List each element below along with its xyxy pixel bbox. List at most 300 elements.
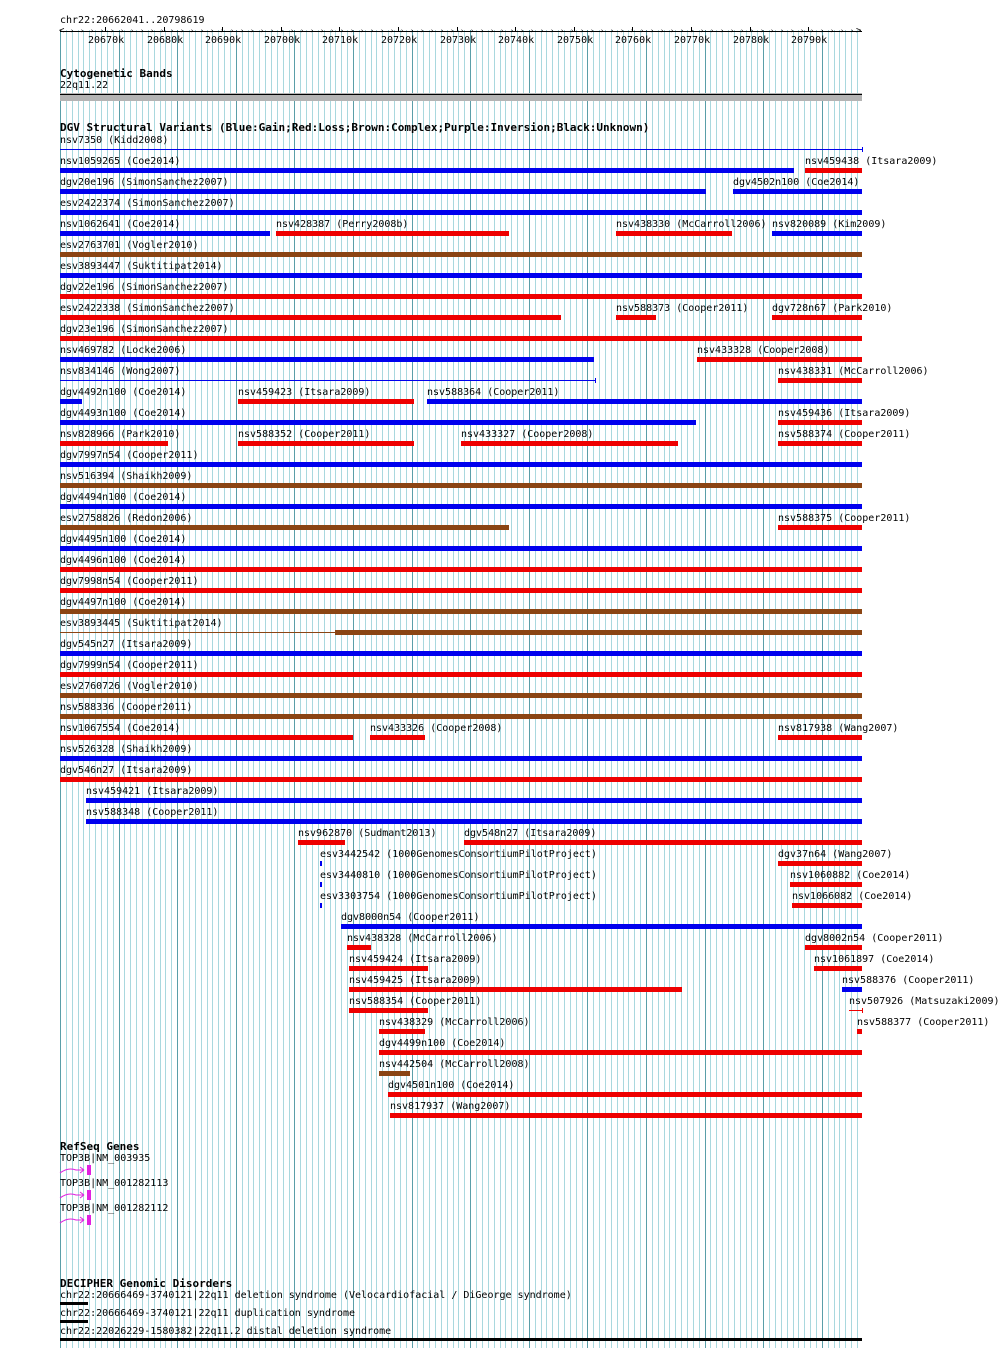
dgv-feature-label[interactable]: dgv4496n100 (Coe2014) <box>60 555 187 566</box>
dgv-feature-bar[interactable] <box>379 1071 410 1076</box>
strand-arrow-icon: › <box>730 27 735 35</box>
strand-arrow-icon: › <box>660 27 665 35</box>
strand-arrow-icon: › <box>750 27 755 35</box>
strand-arrow-icon: › <box>780 27 785 35</box>
dgv-feature-label[interactable]: nsv588375 (Cooper2011) <box>778 513 911 524</box>
dgv-feature-label[interactable]: nsv1061897 (Coe2014) <box>814 954 935 965</box>
dgv-feature-label[interactable]: dgv8002n54 (Cooper2011) <box>805 933 944 944</box>
grid-line <box>494 30 495 1348</box>
grid-line <box>482 30 483 1348</box>
strand-arrow-icon: › <box>430 27 435 35</box>
cytobands-title: Cytogenetic Bands <box>60 67 173 80</box>
dgv-feature-label[interactable]: nsv588364 (Cooper2011) <box>427 387 560 398</box>
dgv-feature-bar[interactable] <box>792 903 862 908</box>
strand-arrow-icon: › <box>650 27 655 35</box>
dgv-feature-label[interactable]: nsv438328 (McCarroll2006) <box>347 933 498 944</box>
dgv-feature-bar[interactable] <box>60 693 862 698</box>
dgv-feature-label[interactable]: nsv469782 (Locke2006) <box>60 345 187 356</box>
strand-arrow-icon: › <box>110 27 115 35</box>
strand-arrow-icon: › <box>790 27 795 35</box>
ruler-tick <box>398 27 399 32</box>
strand-arrow-icon: › <box>220 27 225 35</box>
grid-line <box>423 30 424 1348</box>
dgv-feature-bar[interactable] <box>60 546 862 551</box>
dgv-feature-bar[interactable] <box>86 819 862 824</box>
dgv-feature-bar[interactable] <box>60 483 862 488</box>
dgv-feature-bar[interactable] <box>60 672 862 677</box>
dgv-feature-bar[interactable] <box>778 525 862 530</box>
strand-arrow-icon: › <box>850 27 855 35</box>
grid-line <box>564 30 565 1348</box>
ruler-tick-label: 20750k <box>557 35 594 46</box>
dgv-feature-label[interactable]: nsv828966 (Park2010) <box>60 429 181 440</box>
strand-arrow-icon: › <box>440 27 445 35</box>
grid-line <box>212 30 213 1348</box>
dgv-feature-label[interactable]: nsv588373 (Cooper2011) <box>616 303 749 314</box>
strand-arrow-icon: › <box>760 27 765 35</box>
strand-arrow-icon: › <box>590 27 595 35</box>
dgv-feature-bar[interactable] <box>616 315 656 320</box>
dgv-feature-label[interactable]: nsv459423 (Itsara2009) <box>238 387 371 398</box>
grid-line <box>582 30 583 1348</box>
ruler-tick-label: 20690k <box>205 35 242 46</box>
dgv-feature-label[interactable]: dgv23e196 (SimonSanchez2007) <box>60 324 229 335</box>
dgv-feature-bar[interactable] <box>60 441 168 446</box>
dgv-feature-label[interactable]: esv2422374 (SimonSanchez2007) <box>60 198 235 209</box>
dgv-feature-label[interactable]: dgv545n27 (Itsara2009) <box>60 639 193 650</box>
dgv-feature-lead <box>60 632 335 633</box>
dgv-feature-label[interactable]: nsv438330 (McCarroll2006) <box>616 219 767 230</box>
strand-arrow-icon: › <box>360 27 365 35</box>
dgv-feature-label[interactable]: nsv817938 (Wang2007) <box>778 723 899 734</box>
ruler-tick-label: 20760k <box>615 35 652 46</box>
strand-arrow-icon: › <box>630 27 635 35</box>
dgv-feature-bar[interactable] <box>733 189 862 194</box>
strand-arrow-icon: › <box>490 27 495 35</box>
strand-arrow-icon: › <box>340 27 345 35</box>
grid-line <box>500 30 501 1348</box>
dgv-feature-label[interactable]: nsv588376 (Cooper2011) <box>842 975 975 986</box>
strand-arrow-icon: › <box>90 27 95 35</box>
grid-line <box>599 30 600 1348</box>
dgv-feature-label[interactable]: nsv459421 (Itsara2009) <box>86 786 219 797</box>
dgv-feature-bar[interactable] <box>60 735 353 740</box>
dgv-feature-label[interactable]: nsv428387 (Perry2008b) <box>276 219 409 230</box>
dgv-feature-label[interactable]: nsv588336 (Cooper2011) <box>60 702 193 713</box>
strand-arrow-icon: › <box>680 27 685 35</box>
dgv-feature-endcap <box>862 147 863 152</box>
dgv-feature-bar[interactable] <box>60 777 862 782</box>
dgv-feature-label[interactable]: nsv433327 (Cooper2008) <box>461 429 594 440</box>
dgv-feature-bar[interactable] <box>60 315 561 320</box>
strand-arrow-icon: › <box>560 27 565 35</box>
dgv-feature-bar[interactable] <box>778 420 862 425</box>
dgv-feature-bar[interactable] <box>379 1050 862 1055</box>
grid-line <box>412 30 413 1348</box>
grid-line <box>441 30 442 1348</box>
dgv-feature-bar[interactable] <box>805 168 862 173</box>
grid-line <box>552 30 553 1348</box>
grid-line <box>535 30 536 1348</box>
strand-arrow-icon: › <box>180 27 185 35</box>
grid-line <box>417 30 418 1348</box>
refseq-gene-label[interactable]: TOP3B|NM_003935 <box>60 1153 151 1164</box>
gene-model-icon[interactable] <box>58 1164 98 1176</box>
dgv-feature-label[interactable]: dgv4495n100 (Coe2014) <box>60 534 187 545</box>
dgv-feature-label[interactable]: dgv7998n54 (Cooper2011) <box>60 576 199 587</box>
ruler-tick-label: 20700k <box>264 35 301 46</box>
strand-arrow-icon: › <box>370 27 375 35</box>
dgv-feature-bar[interactable] <box>335 630 862 635</box>
decipher-item-label[interactable]: chr22:20666469-3740121|22q11 deletion syndrome (Velocardiofacial / DiGeorge syndrome) <box>60 1290 572 1301</box>
dgv-feature-bar[interactable] <box>60 525 509 530</box>
ruler-tick-label: 20720k <box>381 35 418 46</box>
grid-line <box>605 30 606 1348</box>
strand-arrow-icon: › <box>720 27 725 35</box>
dgv-feature-label[interactable]: nsv1067554 (Coe2014) <box>60 723 181 734</box>
dgv-feature-bar[interactable] <box>616 231 732 236</box>
ruler-tick-label: 20780k <box>733 35 770 46</box>
dgv-feature-label[interactable]: esv3303754 (1000GenomesConsortiumPilotProject) <box>320 891 597 902</box>
dgv-feature-label[interactable]: nsv588374 (Cooper2011) <box>778 429 911 440</box>
dgv-feature-bar[interactable] <box>60 168 794 173</box>
grid-line <box>218 30 219 1348</box>
dgv-feature-label[interactable]: nsv516394 (Shaikh2009) <box>60 471 193 482</box>
dgv-feature-bar[interactable] <box>298 840 345 845</box>
dgv-feature-label[interactable]: nsv588354 (Cooper2011) <box>349 996 482 1007</box>
dgv-feature-label[interactable]: dgv22e196 (SimonSanchez2007) <box>60 282 229 293</box>
dgv-feature-bar[interactable] <box>60 231 270 236</box>
dgv-feature-label[interactable]: nsv438329 (McCarroll2006) <box>379 1017 530 1028</box>
dgv-feature-bar[interactable] <box>60 399 82 404</box>
dgv-feature-bar[interactable] <box>349 987 682 992</box>
strand-arrow-icon: › <box>200 27 205 35</box>
dgv-feature-bar[interactable] <box>60 357 594 362</box>
dgv-feature-label[interactable]: dgv4499n100 (Coe2014) <box>379 1038 506 1049</box>
grid-line <box>230 30 231 1348</box>
dgv-feature-bar[interactable] <box>842 987 862 992</box>
strand-arrow-icon: › <box>770 27 775 35</box>
dgv-feature-bar[interactable] <box>790 882 862 887</box>
dgv-feature-bar[interactable] <box>60 210 862 215</box>
grid-line <box>470 30 471 1348</box>
dgv-feature-bar[interactable] <box>60 149 862 150</box>
dgv-feature-label[interactable]: esv3442542 (1000GenomesConsortiumPilotProject) <box>320 849 597 860</box>
dgv-feature-bar[interactable] <box>379 1029 425 1034</box>
dgv-feature-bar[interactable] <box>461 441 678 446</box>
dgv-feature-endcap <box>862 1008 863 1013</box>
dgv-feature-bar[interactable] <box>60 651 862 656</box>
dgv-feature-bar[interactable] <box>778 441 862 446</box>
ruler-right-arrow-icon: > <box>856 26 862 36</box>
strand-arrow-icon: › <box>800 27 805 35</box>
dgv-feature-label[interactable]: dgv7997n54 (Cooper2011) <box>60 450 199 461</box>
gene-model-icon[interactable] <box>58 1189 98 1201</box>
dgv-feature-label[interactable]: dgv548n27 (Itsara2009) <box>464 828 597 839</box>
dgv-feature-bar[interactable] <box>276 231 509 236</box>
ruler-tick <box>808 27 809 32</box>
dgv-feature-label[interactable]: dgv37n64 (Wang2007) <box>778 849 893 860</box>
grid-line <box>488 30 489 1348</box>
grid-line <box>546 30 547 1348</box>
strand-arrow-icon: › <box>610 27 615 35</box>
grid-line <box>505 30 506 1348</box>
dgv-feature-bar[interactable] <box>805 945 862 950</box>
dgv-feature-bar[interactable] <box>349 966 428 971</box>
decipher-feature-bar[interactable] <box>60 1302 88 1305</box>
dgv-feature-label[interactable]: nsv438331 (McCarroll2006) <box>778 366 929 377</box>
dgv-feature-label[interactable]: nsv1062641 (Coe2014) <box>60 219 181 230</box>
strand-arrow-icon: › <box>670 27 675 35</box>
dgv-feature-bar[interactable] <box>60 609 862 614</box>
strand-arrow-icon: › <box>460 27 465 35</box>
grid-line <box>259 30 260 1348</box>
refseq-track-title: RefSeq Genes <box>60 1140 140 1153</box>
strand-arrow-icon: › <box>830 27 835 35</box>
grid-line <box>523 30 524 1348</box>
dgv-feature-label[interactable]: nsv433326 (Cooper2008) <box>370 723 503 734</box>
dgv-feature-bar[interactable] <box>60 336 862 341</box>
dgv-feature-bar[interactable] <box>320 882 322 887</box>
dgv-feature-bar[interactable] <box>238 441 414 446</box>
strand-arrow-icon: › <box>100 27 105 35</box>
grid-line <box>611 30 612 1348</box>
ruler-tick-label: 20680k <box>147 35 184 46</box>
strand-arrow-icon: › <box>150 27 155 35</box>
grid-line <box>429 30 430 1348</box>
strand-arrow-icon: › <box>230 27 235 35</box>
grid-line <box>576 30 577 1348</box>
dgv-feature-label[interactable]: esv3893447 (Suktitipat2014) <box>60 261 223 272</box>
dgv-feature-label[interactable]: nsv7350 (Kidd2008) <box>60 135 169 146</box>
strand-arrow-icon: › <box>330 27 335 35</box>
strand-arrow-icon: › <box>450 27 455 35</box>
dgv-feature-label[interactable]: nsv433328 (Cooper2008) <box>697 345 830 356</box>
grid-line <box>476 30 477 1348</box>
strand-arrow-icon: › <box>170 27 175 35</box>
dgv-feature-label[interactable]: nsv588377 (Cooper2011) <box>857 1017 990 1028</box>
dgv-feature-bar[interactable] <box>849 1010 862 1011</box>
grid-line <box>453 30 454 1348</box>
grid-line <box>517 30 518 1348</box>
grid-line <box>248 30 249 1348</box>
refseq-gene-label[interactable]: TOP3B|NM_001282113 <box>60 1178 169 1189</box>
strand-arrow-icon: › <box>80 27 85 35</box>
grid-line <box>265 30 266 1348</box>
dgv-feature-label[interactable]: nsv507926 (Matsuzaki2009) <box>849 996 1000 1007</box>
dgv-track-title: DGV Structural Variants (Blue:Gain;Red:Loss;Brown:Complex;Purple:Inversion;Black:Unknown) <box>60 121 650 134</box>
strand-arrow-icon: › <box>320 27 325 35</box>
strand-arrow-icon: › <box>540 27 545 35</box>
dgv-feature-bar[interactable] <box>60 273 862 278</box>
ruler-tick <box>515 27 516 32</box>
dgv-feature-label[interactable]: dgv4492n100 (Coe2014) <box>60 387 187 398</box>
grid-line <box>253 30 254 1348</box>
gene-model-icon[interactable] <box>58 1214 98 1226</box>
dgv-feature-bar[interactable] <box>390 1113 862 1118</box>
dgv-feature-bar[interactable] <box>60 588 862 593</box>
strand-arrow-icon: › <box>740 27 745 35</box>
dgv-feature-bar[interactable] <box>427 399 862 404</box>
decipher-track-title: DECIPHER Genomic Disorders <box>60 1277 233 1290</box>
dgv-feature-label[interactable]: esv2763701 (Vogler2010) <box>60 240 199 251</box>
dgv-feature-label[interactable]: nsv1059265 (Coe2014) <box>60 156 181 167</box>
dgv-feature-bar[interactable] <box>464 840 862 845</box>
strand-arrow-icon: › <box>210 27 215 35</box>
dgv-feature-label[interactable]: nsv459425 (Itsara2009) <box>349 975 482 986</box>
strand-arrow-icon: › <box>600 27 605 35</box>
strand-arrow-icon: › <box>290 27 295 35</box>
dgv-feature-bar[interactable] <box>772 231 862 236</box>
dgv-feature-label[interactable]: nsv962870 (Sudmant2013) <box>298 828 437 839</box>
dgv-feature-label[interactable]: nsv1060882 (Coe2014) <box>790 870 911 881</box>
grid-line <box>541 30 542 1348</box>
grid-line <box>464 30 465 1348</box>
ruler-tick <box>457 27 458 32</box>
dgv-feature-label[interactable]: dgv4501n100 (Coe2014) <box>388 1080 515 1091</box>
decipher-feature-bar[interactable] <box>60 1338 862 1341</box>
dgv-feature-bar[interactable] <box>60 380 595 381</box>
strand-arrow-icon: › <box>270 27 275 35</box>
dgv-feature-bar[interactable] <box>60 252 862 257</box>
grid-line <box>570 30 571 1348</box>
decipher-item-label[interactable]: chr22:20666469-3740121|22q11 duplication syndrome <box>60 1308 356 1319</box>
strand-arrow-icon: › <box>500 27 505 35</box>
dgv-feature-label[interactable]: dgv8000n54 (Cooper2011) <box>341 912 480 923</box>
dgv-feature-bar[interactable] <box>347 945 371 950</box>
dgv-feature-label[interactable]: dgv4497n100 (Coe2014) <box>60 597 187 608</box>
dgv-feature-label[interactable]: nsv1066082 (Coe2014) <box>792 891 913 902</box>
strand-arrow-icon: › <box>300 27 305 35</box>
dgv-feature-bar[interactable] <box>60 567 862 572</box>
dgv-feature-bar[interactable] <box>697 357 862 362</box>
grid-line <box>435 30 436 1348</box>
dgv-feature-bar[interactable] <box>778 378 862 383</box>
dgv-feature-bar[interactable] <box>772 315 862 320</box>
dgv-feature-bar[interactable] <box>388 1092 862 1097</box>
dgv-feature-bar[interactable] <box>60 420 696 425</box>
dgv-feature-bar[interactable] <box>349 1008 428 1013</box>
dgv-feature-label[interactable]: nsv588352 (Cooper2011) <box>238 429 371 440</box>
cytoband-label: 22q11.22 <box>60 80 109 91</box>
strand-arrow-icon: › <box>240 27 245 35</box>
strand-arrow-icon: › <box>640 27 645 35</box>
dgv-feature-label[interactable]: nsv820089 (Kim2009) <box>772 219 887 230</box>
dgv-feature-bar[interactable] <box>857 1029 862 1034</box>
dgv-feature-label[interactable]: dgv4494n100 (Coe2014) <box>60 492 187 503</box>
dgv-feature-label[interactable]: nsv526328 (Shaikh2009) <box>60 744 193 755</box>
dgv-feature-bar[interactable] <box>814 966 862 971</box>
dgv-feature-label[interactable]: esv3440810 (1000GenomesConsortiumPilotProject) <box>320 870 597 881</box>
ruler-title: chr22:20662041..20798619 <box>60 15 205 26</box>
ruler-tick-label: 20770k <box>674 35 711 46</box>
dgv-feature-endcap <box>595 378 596 383</box>
dgv-feature-label[interactable]: dgv20e196 (SimonSanchez2007) <box>60 177 229 188</box>
grid-line <box>511 30 512 1348</box>
dgv-feature-label[interactable]: dgv728n67 (Park2010) <box>772 303 893 314</box>
dgv-feature-label[interactable]: nsv459438 (Itsara2009) <box>805 156 938 167</box>
dgv-feature-bar[interactable] <box>778 861 862 866</box>
grid-line <box>458 30 459 1348</box>
grid-line <box>236 30 237 1348</box>
dgv-feature-label[interactable]: esv3893445 (Suktitipat2014) <box>60 618 223 629</box>
decipher-feature-bar[interactable] <box>60 1320 88 1323</box>
dgv-feature-bar[interactable] <box>60 504 862 509</box>
strand-arrow-icon: › <box>420 27 425 35</box>
dgv-feature-label[interactable]: nsv442504 (McCarroll2008) <box>379 1059 530 1070</box>
strand-arrow-icon: › <box>580 27 585 35</box>
strand-arrow-icon: › <box>190 27 195 35</box>
grid-line <box>769 30 770 1348</box>
dgv-feature-label[interactable]: nsv459436 (Itsara2009) <box>778 408 911 419</box>
strand-arrow-icon: › <box>70 27 75 35</box>
dgv-feature-label[interactable]: dgv546n27 (Itsara2009) <box>60 765 193 776</box>
refseq-gene-label[interactable]: TOP3B|NM_001282112 <box>60 1203 169 1214</box>
dgv-feature-bar[interactable] <box>238 399 414 404</box>
strand-arrow-icon: › <box>140 27 145 35</box>
strand-arrow-icon: › <box>160 27 165 35</box>
cytoband-border <box>60 94 862 95</box>
dgv-feature-label[interactable]: esv2758826 (Redon2006) <box>60 513 193 524</box>
decipher-item-label[interactable]: chr22:22026229-1580382|22q11.2 distal deletion syndrome <box>60 1326 392 1337</box>
strand-arrow-icon: › <box>700 27 705 35</box>
dgv-feature-bar[interactable] <box>320 903 322 908</box>
strand-arrow-icon: › <box>810 27 815 35</box>
dgv-feature-bar[interactable] <box>60 462 862 467</box>
dgv-feature-bar[interactable] <box>60 714 862 719</box>
grid-line <box>201 30 202 1348</box>
grid-line <box>207 30 208 1348</box>
strand-arrow-icon: › <box>520 27 525 35</box>
strand-arrow-icon: › <box>250 27 255 35</box>
dgv-feature-label[interactable]: nsv817937 (Wang2007) <box>390 1101 511 1112</box>
strand-arrow-icon: › <box>530 27 535 35</box>
dgv-feature-bar[interactable] <box>370 735 425 740</box>
strand-arrow-icon: › <box>130 27 135 35</box>
strand-arrow-icon: › <box>510 27 515 35</box>
dgv-feature-bar[interactable] <box>60 189 706 194</box>
dgv-feature-label[interactable]: nsv834146 (Wong2007) <box>60 366 181 377</box>
ruler-tick-label: 20740k <box>498 35 535 46</box>
strand-arrow-icon: › <box>570 27 575 35</box>
strand-arrow-icon: › <box>400 27 405 35</box>
dgv-feature-label[interactable]: esv2760726 (Vogler2010) <box>60 681 199 692</box>
dgv-feature-bar[interactable] <box>60 756 862 761</box>
dgv-feature-bar[interactable] <box>341 924 862 929</box>
strand-arrow-icon: › <box>310 27 315 35</box>
dgv-feature-label[interactable]: dgv7999n54 (Cooper2011) <box>60 660 199 671</box>
dgv-feature-bar[interactable] <box>778 735 862 740</box>
strand-arrow-icon: › <box>620 27 625 35</box>
dgv-feature-bar[interactable] <box>86 798 862 803</box>
strand-arrow-icon: › <box>840 27 845 35</box>
dgv-feature-bar[interactable] <box>60 294 862 299</box>
strand-arrow-icon: › <box>480 27 485 35</box>
dgv-feature-label[interactable]: nsv459424 (Itsara2009) <box>349 954 482 965</box>
grid-line <box>447 30 448 1348</box>
dgv-feature-label[interactable]: dgv4502n100 (Coe2014) <box>733 177 860 188</box>
dgv-feature-label[interactable]: dgv4493n100 (Coe2014) <box>60 408 187 419</box>
strand-arrow-icon: › <box>280 27 285 35</box>
strand-arrow-icon: › <box>350 27 355 35</box>
strand-arrow-icon: › <box>820 27 825 35</box>
ruler-tick-label: 20790k <box>791 35 828 46</box>
dgv-feature-bar[interactable] <box>320 861 322 866</box>
ruler-tick-label: 20710k <box>322 35 359 46</box>
strand-arrow-icon: › <box>260 27 265 35</box>
dgv-feature-label[interactable]: esv2422338 (SimonSanchez2007) <box>60 303 235 314</box>
dgv-feature-label[interactable]: nsv588348 (Cooper2011) <box>86 807 219 818</box>
